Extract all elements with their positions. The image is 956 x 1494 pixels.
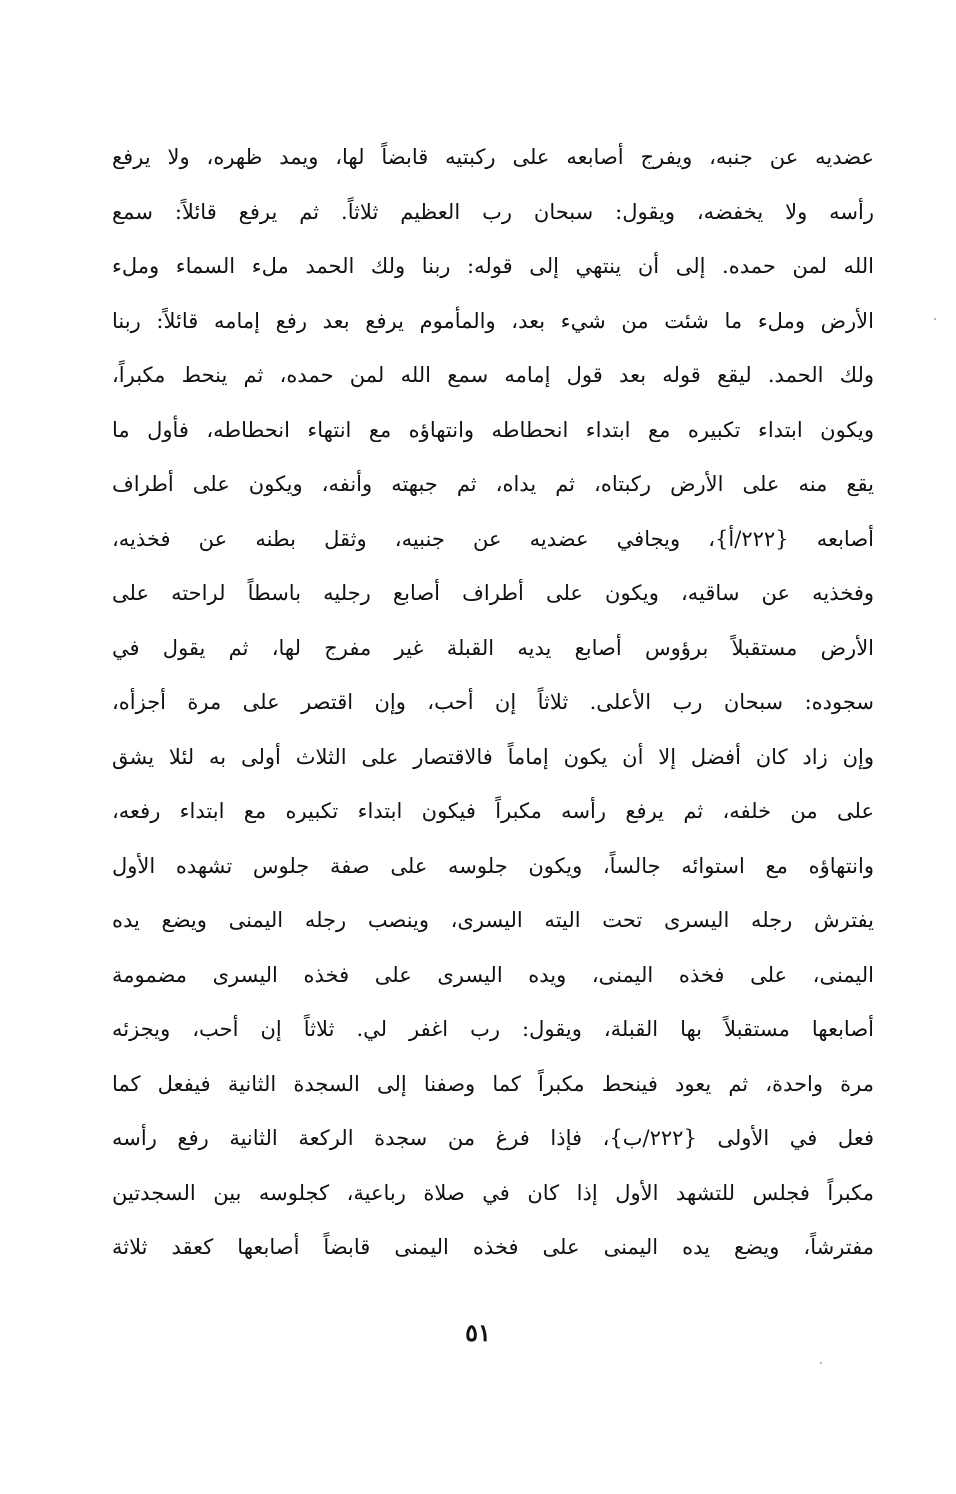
text-line: مفترشاً، ويضع يده اليمنى على فخذه اليمنى قابضاً أصابعها كعقد ثلاثة (112, 1235, 874, 1259)
text-line: مكبراً فجلس للتشهد الأول إذا كان في صلاة رباعية، كجلوسه بين السجدتين (112, 1180, 874, 1205)
page-number: ٥١ (465, 1318, 491, 1347)
text-line: مرة واحدة، ثم يعود فينحط مكبراً كما وصفنا إلى السجدة الثانية فيفعل كما (112, 1071, 874, 1096)
text-line: وانتهاؤه مع استوائه جالساً، ويكون جلوسه على صفة جلوس تشهده الأول (112, 853, 874, 878)
text-line: اليمنى، على فخذه اليمنى، ويده اليسرى على فخذه اليسرى مضمومة (112, 962, 874, 987)
text-line: على من خلفه، ثم يرفع رأسه مكبراً فيكون ابتداء تكبيره مع ابتداء رفعه، (112, 799, 874, 823)
scan-speck (934, 318, 936, 320)
text-line: أصابعها مستقبلاً بها القبلة، ويقول: رب اغفر لي. ثلاثاً إن أحب، ويجزئه (112, 1017, 874, 1041)
text-line: الله لمن حمده. إلى أن ينتهي إلى قوله: ربنا ولك الحمد ملء السماء وملء (112, 254, 874, 278)
text-line: عضديه عن جنبه، ويفرج أصابعه على ركبتيه قابضاً لها، ويمد ظهره، ولا يرفع (112, 145, 874, 169)
text-line: الأرض وملء ما شئت من شيء بعد، والمأموم يرفع بعد رفع إمامه قائلاً: ربنا (112, 308, 874, 333)
text-line: فعل في الأولى {٢٢٢/ب}، فإذا فرغ من سجدة الركعة الثانية رفع رأسه (112, 1126, 874, 1150)
text-line: يقع منه على الأرض ركبتاه، ثم يداه، ثم جبهته وأنفه، ويكون على أطراف (112, 472, 874, 496)
scan-speck (820, 1362, 822, 1364)
text-line: سجوده: سبحان رب الأعلى. ثلاثاً إن أحب، وإن اقتصر على مرة أجزأه، (112, 690, 874, 714)
text-line: ولك الحمد. ليقع قوله بعد قول إمامه سمع الله لمن حمده، ثم ينحط مكبراً، (112, 363, 874, 387)
text-line: وإن زاد كان أفضل إلا أن يكون إماماً فالاقتصار على الثلاث أولى به لئلا يشق (112, 744, 874, 769)
text-line: رأسه ولا يخفضه، ويقول: سبحان رب العظيم ثلاثاً. ثم يرفع قائلاً: سمع (112, 199, 874, 224)
text-line: أصابعه {٢٢٢/أ}، ويجافي عضديه عن جنبيه، وثقل بطنه عن فخذيه، (112, 526, 874, 551)
text-line: يفترش رجله اليسرى تحت اليته اليسرى، وينصب رجله اليمنى ويضع يده (112, 908, 874, 932)
text-line: وفخذيه عن ساقيه، ويكون على أطراف أصابع رجليه باسطاً لراحته على (112, 581, 874, 605)
text-line: الأرض مستقبلاً برؤوس أصابع يديه القبلة غير مفرج لها، ثم يقول في (112, 635, 874, 660)
body-text (112, 130, 874, 1275)
text-line: ويكون ابتداء تكبيره مع ابتداء انحطاطه وانتهاؤه مع انتهاء انحطاطه، فأول ما (112, 417, 874, 442)
